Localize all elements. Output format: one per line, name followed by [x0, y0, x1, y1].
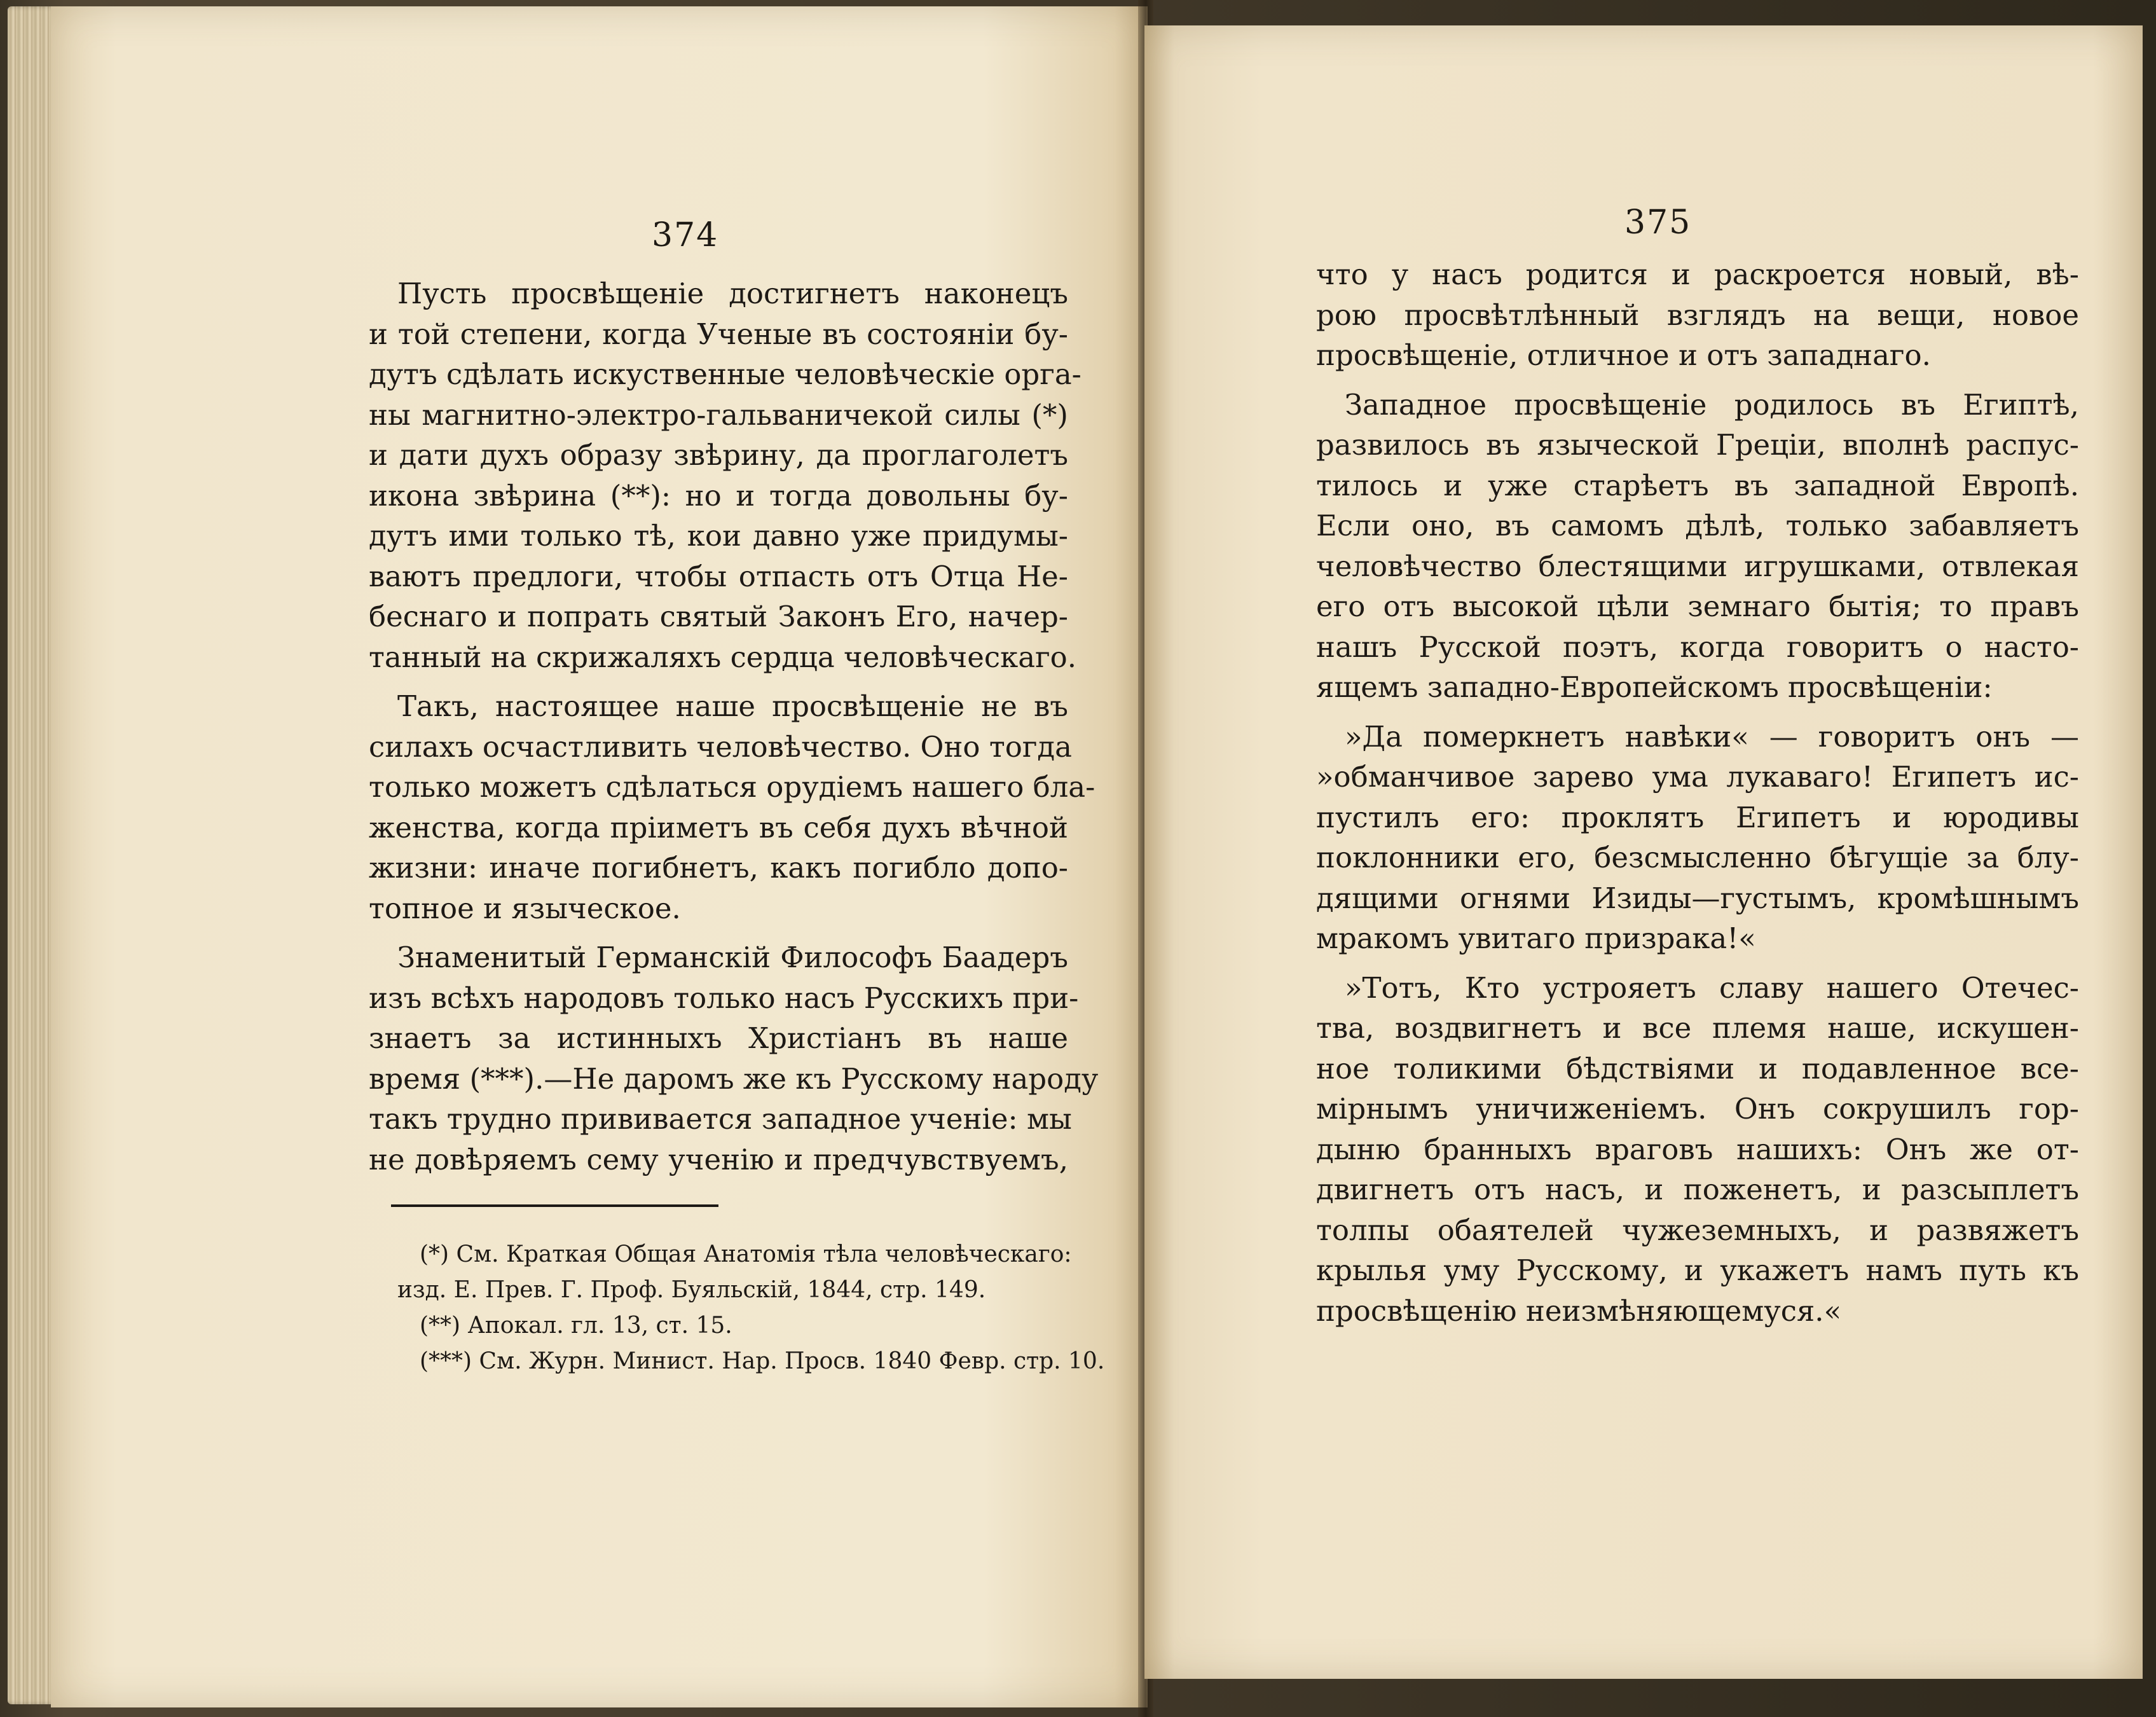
text-line: толпы обаятелей чужеземныхъ, и развяжетъ — [1316, 1213, 2079, 1247]
paragraph-gap — [369, 928, 1068, 937]
text-line: крылья уму Русскому, и укажетъ намъ путь къ — [1316, 1253, 2079, 1287]
text-line: его отъ высокой цѣли земнаго бытія; то правъ — [1316, 590, 2079, 623]
paragraph-gap — [1316, 376, 2079, 385]
text-line: »Тотъ, Кто устрояетъ славу нашего Отечес- — [1345, 970, 2079, 1005]
footnote-line: (*) См. Краткая Общая Анатомія тѣла человѣческаго: — [420, 1241, 1072, 1267]
text-line: и той степени, когда Ученые въ состояніи бу- — [369, 317, 1068, 351]
text-line: »Да померкнетъ навѣки« — говоритъ онъ — — [1345, 719, 2079, 754]
text-line: »обманчивое зарево ума лукаваго! Египетъ ис- — [1316, 760, 2079, 794]
text-line: пустилъ его: проклятъ Египетъ и юродивы — [1316, 800, 2079, 834]
paragraph-gap — [369, 677, 1068, 686]
footnote-line: (***) См. Журн. Минист. Нар. Просв. 1840 Февр. стр. 10. — [420, 1348, 1105, 1374]
text-line: развилось въ языческой Греціи, вполнѣ распус- — [1316, 428, 2079, 462]
text-line: ное толикими бѣдствіями и подавленное все- — [1316, 1051, 2079, 1086]
text-line: Такъ, настоящее наше просвѣщеніе не въ — [397, 689, 1068, 723]
text-line: тва, воздвигнетъ и все племя наше, искушен- — [1316, 1011, 2079, 1045]
text-line: дящими огнями Изиды—густымъ, кромѣшнымъ — [1316, 881, 2079, 915]
text-line: что у насъ родится и раскроется новый, вѣ- — [1316, 258, 2079, 291]
text-line: дутъ сдѣлать искуственные человѣческіе орга- — [369, 357, 1081, 391]
left-page — [51, 6, 1148, 1707]
text-line: Знаменитый Германскій Философъ Баадеръ — [397, 941, 1068, 974]
text-line: силахъ осчастливить человѣчество. Оно тогда — [369, 729, 1072, 764]
right-page — [1144, 25, 2143, 1679]
text-line: не довѣряемъ сему ученію и предчувствуемъ, — [369, 1142, 1068, 1176]
text-line: только можетъ сдѣлаться орудіемъ нашего бла- — [369, 770, 1095, 804]
text-line: время (***).—Не даромъ же къ Русскому народу — [369, 1061, 1099, 1096]
text-line: и дати духъ образу звѣрину, да проглаголетъ — [369, 438, 1068, 472]
text-line: мірнымъ уничиженіемъ. Онъ сокрушилъ гор- — [1316, 1092, 2079, 1126]
text-line: мракомъ увитаго призрака!« — [1316, 921, 1756, 955]
text-line: ваютъ предлоги, чтобы отпасть отъ Отца Не- — [369, 559, 1068, 593]
text-line: Если оно, въ самомъ дѣлѣ, только забавляетъ — [1316, 509, 2079, 542]
text-line: топное и языческое. — [369, 891, 681, 925]
text-line: беснаго и попрать святый Законъ Его, начер- — [369, 600, 1068, 633]
paragraph-gap — [1316, 708, 2079, 717]
text-line: рою просвѣтлѣнный взглядъ на вещи, новое — [1316, 298, 2079, 332]
text-line: ны магнитно-электро-гальваничекой силы (*) — [369, 397, 1068, 432]
text-line: ящемъ западно-Европейскомъ просвѣщеніи: — [1316, 670, 1993, 704]
text-line: икона звѣрина (**): но и тогда довольны бу- — [369, 478, 1068, 513]
text-line: нашъ Русской поэтъ, когда говоритъ о насто- — [1316, 630, 2079, 664]
right-page-body — [1316, 254, 2079, 1331]
text-line: танный на скрижаляхъ сердца человѣческаго. — [369, 640, 1077, 674]
right-page-number: 375 — [1624, 203, 1692, 242]
left-page-number: 374 — [652, 216, 719, 254]
text-line: Западное просвѣщеніе родилось въ Египтѣ, — [1345, 387, 2079, 422]
left-page-footnotes — [397, 1237, 1105, 1379]
text-line: просвѣщенію неизмѣняющемуся.« — [1316, 1293, 1842, 1328]
footnote-rule — [391, 1204, 718, 1207]
paragraph-gap — [1316, 959, 2079, 968]
left-page-body — [369, 273, 1099, 1180]
footnote-line: изд. Е. Прев. Г. Проф. Буяльскій, 1844, стр. 149. — [397, 1277, 986, 1303]
text-line: просвѣщеніе, отличное и отъ западнаго. — [1316, 338, 1931, 372]
text-line: дыню бранныхъ враговъ нашихъ: Онъ же от- — [1316, 1132, 2079, 1166]
text-line: Пусть просвѣщеніе достигнетъ наконецъ — [397, 277, 1068, 310]
footnote-line: (**) Апокал. гл. 13, ст. 15. — [420, 1313, 732, 1339]
text-line: тилось и уже старѣетъ въ западной Европѣ. — [1316, 468, 2079, 502]
text-line: двигнетъ отъ насъ, и поженетъ, и разсыплетъ — [1316, 1173, 2079, 1206]
text-line: человѣчество блестящими игрушками, отвлекая — [1316, 549, 2079, 583]
text-line: жизни: иначе погибнетъ, какъ погибло допо- — [369, 851, 1068, 885]
text-line: изъ всѣхъ народовъ только насъ Русскихъ при- — [369, 981, 1079, 1015]
text-line: дутъ ими только тѣ, кои давно уже придумы- — [369, 519, 1068, 553]
text-line: такъ трудно прививается западное ученіе: мы — [369, 1102, 1072, 1136]
text-line: женства, когда пріиметъ въ себя духъ вѣчной — [369, 810, 1068, 845]
text-line: знаетъ за истинныхъ Христіанъ въ наше — [369, 1021, 1068, 1055]
text-line: поклонники его, безсмысленно бѣгущіе за блу- — [1316, 841, 2079, 874]
